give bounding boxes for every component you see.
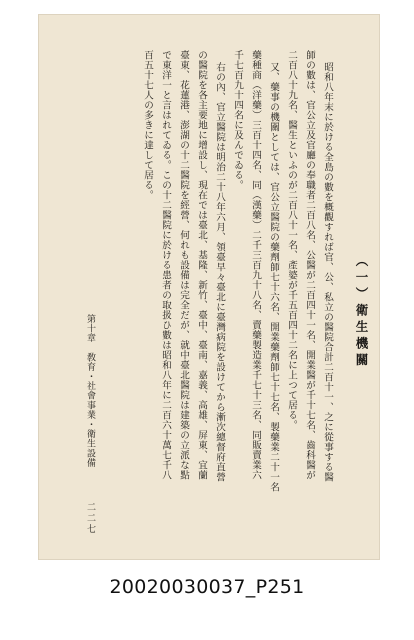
- document-page: [38, 14, 380, 560]
- text-column: 昭和八年末に於ける全島の數を概觀すれば官、公、私立の醫院合計二百十一、之に從事する醫: [322, 62, 333, 482]
- text-column: 藥種商（洋藥）三百十四名、同（漢藥）二千三百九十八名、賣藥製造業千七十三名、同販賣業六: [250, 50, 261, 480]
- image-caption: 20020030037_P251: [109, 576, 305, 598]
- text-column: 臺東、花蓮港、澎湖の十二醫院を經營、何れも設備は完全だが、就中臺北醫院は建築の立派な點: [178, 50, 189, 480]
- text-column: 右の內、官立醫院は明治二十八年六月、領臺早々臺北に臺灣病院を設けてから漸次總督府直營: [214, 62, 225, 482]
- page-number: 二二七: [85, 502, 95, 535]
- text-column: 百五十七人の多きに達して居る。: [142, 50, 153, 200]
- text-column: 二百八十九名、醫生といふのが二百八十一名、產婆が千五百四十二名に上つて居る。: [286, 50, 297, 430]
- text-column: 師の數は、官公立及官廳の奉職者二百八名、公醫が二百四十一名、開業醫が千十七名、齒科醫が: [304, 50, 315, 480]
- text-column: で東洋一と言はれてゐる。この十二醫院に於ける患者の取扱ひ數は昭和八年に二百六十萬七千八: [160, 50, 171, 480]
- text-column: 千七百九十四名に及んでゐる。: [232, 50, 243, 190]
- text-column: 又、藥事の機關としては、官公立醫院の藥劑師七十六名、開業藥劑師七十七名、製藥業二十一名: [268, 62, 279, 492]
- text-column: の醫院を各主要地に增設し、現在では臺北、基隆、新竹、臺中、臺南、嘉義、高雄、屏東、宜蘭: [196, 50, 207, 480]
- chapter-sidebar: 第十章 敎育・社會事業・衛生設備: [85, 314, 95, 468]
- section-heading: （一）衛生機關: [354, 254, 369, 370]
